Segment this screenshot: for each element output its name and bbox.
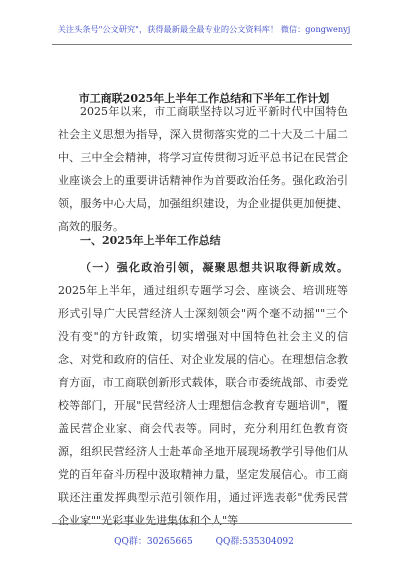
footer xyxy=(0,534,408,547)
header-divider xyxy=(52,44,352,45)
subsection-heading: （一）强化政治引领，凝聚思想共识取得新成效。 xyxy=(80,261,348,274)
intro-paragraph: 2025年以来，市工商联坚持以习近平新时代中国特色社会主义思想为指导，深入贯彻落实党的二十大及二十届二中、三中全会精神，将学习宣传贯彻习近平总书记在民营企业座谈会上的重要讲话精神作为首要政治任务。强化政治引领，服务中心大局，加强组织建设，为企业提供更加便捷、高效的服务。 xyxy=(58,105,348,233)
document-title: 市工商联2025年上半年工作总结和下半年工作计划 xyxy=(78,92,330,105)
subsection-paragraph xyxy=(58,256,348,532)
footer-divider xyxy=(52,523,352,524)
header-notice xyxy=(0,24,408,35)
subsection-body: 2025年上半年，通过组织专题学习会、座谈会、培训班等形式引导广大民营经济人士深刻领会"两个毫不动摇""三个没有变"的方针政策，切实增强对中国特色社会主义的信念、对党和政府的信任、对企业发展的信心。在理想信念教育方面，市工商联创新形式载体，联合市委统战部、市委党校等部门，开展"民营经济人士理想信念教育专题培训"，覆盖民营企业家、商会代表等。同时，充分利用红色教育资源，组织民营经济人士赴革命圣地开展现场教学引导他们从党的百年奋斗历程中汲取精神力量，坚定发展信心。市工商联还注重发挥典型示范引领作用，通过评选表彰"优秀民营企业家""光彩事业先进集体和个人"等 xyxy=(58,284,348,527)
footer-qq-group-1: QQ群：30265665 xyxy=(114,537,193,547)
header-notice-text: 关注头条号"公文研究"，获得最新最全最专业的公文资料库！ 微信：gongwenyj xyxy=(57,24,351,34)
footer-qq-group-2: QQ群:535304092 xyxy=(215,537,294,547)
section-heading: 一、2025年上半年工作总结 xyxy=(80,234,221,247)
